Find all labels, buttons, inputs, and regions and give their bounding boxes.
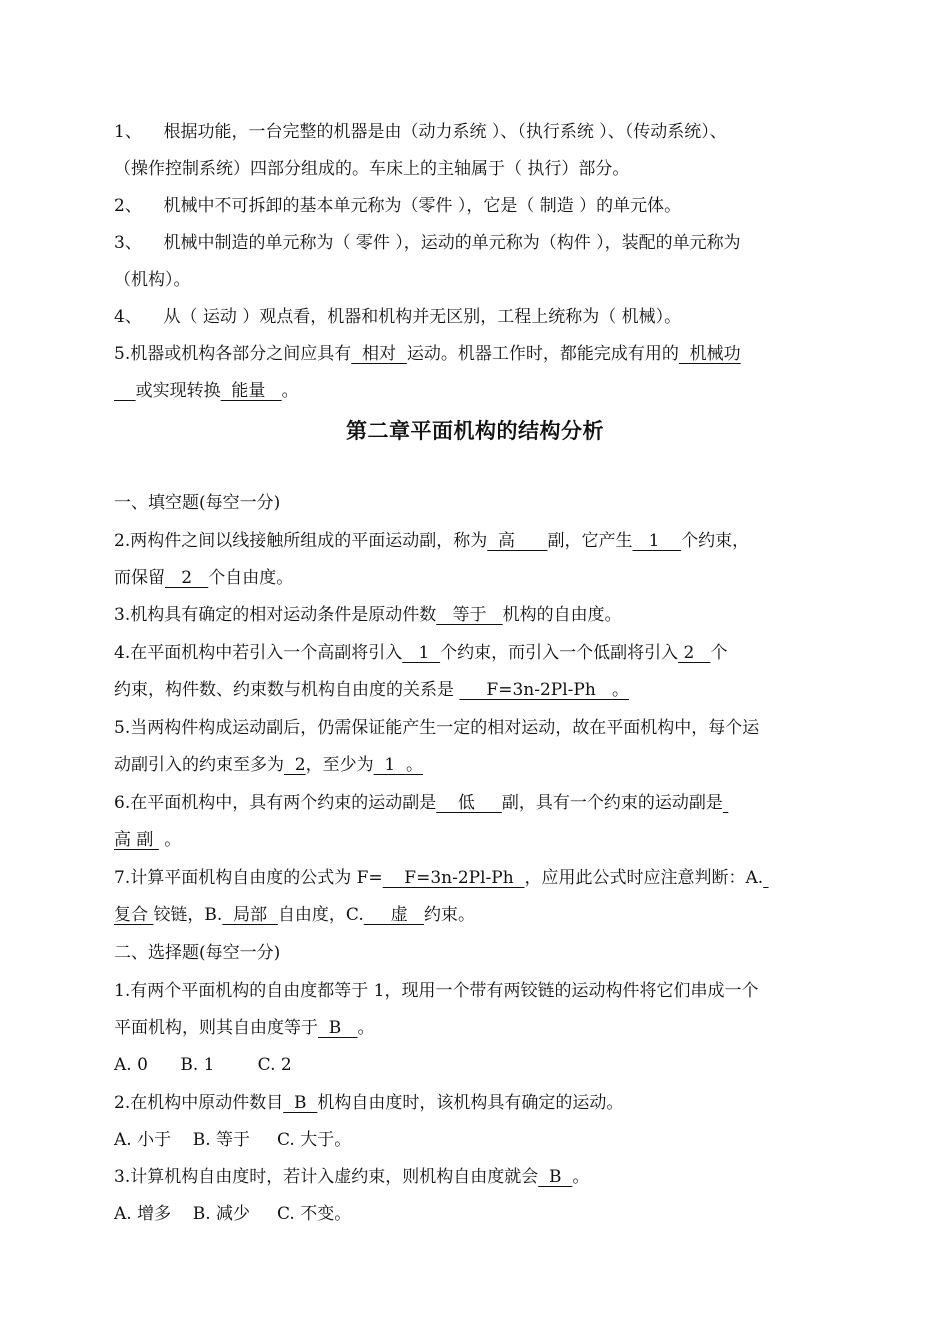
- answer-blank: 能量: [220, 381, 282, 401]
- ch2-f4-line1: [114, 641, 838, 665]
- ch2-s2-text-c: 机构自由度时，该机构具有确定的运动。: [317, 1093, 624, 1113]
- ch2-f2-line2: [114, 566, 838, 590]
- ch1-q5-text-c: 运动。机器工作时，都能完成有用的: [406, 344, 679, 364]
- ch1-q2-line1: [114, 194, 838, 218]
- answer-blank: 等于: [436, 605, 503, 625]
- answer-blank: [763, 868, 768, 888]
- ch1-q3-number: 3、: [114, 233, 142, 253]
- answer-blank: 低: [436, 793, 502, 813]
- ch2-s1-text-c: 。: [357, 1018, 375, 1038]
- ch2-s1-options: A. 0 B. 1 C. 2: [114, 1055, 292, 1075]
- answer-blank: 机械功: [678, 344, 741, 364]
- ch2-f6-line2: [114, 828, 838, 852]
- answer-blank: 虚: [363, 905, 424, 925]
- ch1-q2-text: 机械中不可拆卸的基本单元称为（零件 ），它是（ 制造 ）的单元体。: [163, 196, 682, 216]
- ch2-s1-text-b: 平面机构，则其自由度等于: [114, 1018, 318, 1038]
- ch2-f4-text-e: 约束，构件数、约束数与机构自由度的关系是: [114, 680, 454, 700]
- ch1-q3-line1: [114, 231, 838, 255]
- ch1-q5-line2: [114, 379, 838, 403]
- answer-blank: 高 副: [114, 830, 159, 850]
- answer-blank: 高: [487, 531, 548, 551]
- ch2-f2-text-e: 而保留: [114, 568, 165, 588]
- ch2-f3-line1: [114, 603, 838, 627]
- ch1-q5-text-a: 5.机器或机构各部分之间应具有: [114, 344, 352, 364]
- ch2-f4-line2: [114, 678, 838, 702]
- answer-blank: 1: [632, 531, 682, 551]
- ch1-q1-line1: [114, 120, 838, 144]
- ch2-s3-text-a: 3.计算机构自由度时，若计入虚约束，则机构自由度就会: [114, 1167, 539, 1187]
- ch1-q1-number: 1、: [114, 122, 142, 142]
- ch2-f7-text-f: 约束。: [423, 905, 475, 925]
- section-choice-heading: 二、选择题(每空一分): [114, 943, 281, 963]
- ch2-s2-text-a: 2.在机构中原动件数目: [114, 1093, 284, 1113]
- ch2-f7-line2: [114, 903, 838, 927]
- ch2-f6-text-c: 副，具有一个约束的运动副是: [501, 793, 723, 813]
- answer-blank: [723, 793, 728, 813]
- ch2-f5-text-c: ，至少为: [305, 755, 374, 775]
- ch2-f7-text-a: 7.计算平面机构自由度的公式为 F=: [114, 868, 383, 888]
- ch1-q5-line1: [114, 342, 838, 366]
- ch1-q5-text-d: 或实现转换: [135, 381, 221, 401]
- ch1-q1-line2: （操作控制系统）四部分组成的。车床上的主轴属于（ 执行）部分。: [114, 159, 630, 179]
- answer-blank: 2: [284, 755, 306, 775]
- section-fill-in-heading: 一、填空题(每空一分): [114, 493, 281, 513]
- ch1-q3-line2: （机构）。: [114, 270, 191, 290]
- answer-blank: 相对: [351, 344, 407, 364]
- ch2-s1-line1: 1.有两个平面机构的自由度都等于 1，现用一个带有两铰链的运动构件将它们串成一个: [114, 981, 759, 1001]
- ch2-f5-text-b: 动副引入的约束至多为: [114, 755, 284, 775]
- ch1-q1-text: 根据功能，一台完整的机器是由（动力系统 ）、（执行系统 ）、（传动系统）、: [163, 122, 727, 142]
- ch2-f3-text-c: 机构的自由度。: [502, 605, 622, 625]
- ch2-f3-text-a: 3.机构具有确定的相对运动条件是原动件数: [114, 605, 437, 625]
- ch2-f4-text-d: 个: [710, 643, 728, 663]
- ch2-f2-text-d: 个约束，: [681, 531, 750, 551]
- ch2-f5-line1: 5.当两构件构成运动副后，仍需保证能产生一定的相对运动，故在平面机构中，每个运: [114, 718, 760, 738]
- ch2-f6-line1: [114, 791, 838, 815]
- ch2-f4-text-a: 4.在平面机构中若引入一个高副将引入: [114, 643, 403, 663]
- ch2-f2-text-f: 个自由度。: [208, 568, 294, 588]
- ch2-s3-options: A. 增多 B. 减少 C. 不变。: [114, 1204, 352, 1224]
- answer-blank: 局部: [222, 905, 278, 925]
- ch2-s3-text-c: 。: [572, 1167, 590, 1187]
- ch2-f2-text-c: 副，它产生: [547, 531, 633, 551]
- ch2-f6-text-d: 。: [164, 830, 182, 850]
- answer-blank: F=3n-2Pl-Ph 。: [459, 680, 630, 700]
- ch2-s3-line1: [114, 1165, 838, 1189]
- ch2-s1-line2: [114, 1016, 838, 1040]
- answer-blank: B: [283, 1093, 318, 1113]
- ch2-f7-line1: [114, 866, 838, 890]
- ch1-q4-number: 4、: [114, 307, 142, 327]
- answer-blank: B: [538, 1167, 573, 1187]
- chapter-title: 第二章平面机构的结构分析: [346, 419, 604, 443]
- ch2-f7-text-e: 自由度，C.: [277, 905, 364, 925]
- ch2-f4-text-c: 个约束，而引入一个低副将引入: [440, 643, 679, 663]
- ch2-s2-line1: [114, 1091, 838, 1115]
- answer-blank: [114, 381, 136, 401]
- ch2-f7-text-d: 铰链，B.: [153, 905, 223, 925]
- ch2-f6-text-a: 6.在平面机构中，具有两个约束的运动副是: [114, 793, 437, 813]
- ch2-f7-text-c: ，应用此公式时应注意判断：A.: [524, 868, 764, 888]
- ch2-f5-line2: [114, 753, 838, 777]
- ch1-q5-text-e: 。: [281, 381, 299, 401]
- answer-blank: 1: [402, 643, 441, 663]
- answer-blank: 2: [678, 643, 711, 663]
- ch1-q3-text: 机械中制造的单元称为（ 零件 ），运动的单元称为（构件 ），装配的单元称为: [163, 233, 741, 253]
- ch1-q2-number: 2、: [114, 196, 142, 216]
- ch2-f2-text-a: 2.两构件之间以线接触所组成的平面运动副，称为: [114, 531, 488, 551]
- answer-blank: F=3n-2Pl-Ph: [382, 868, 525, 888]
- ch1-q4-line1: [114, 305, 838, 329]
- answer-blank: 2: [165, 568, 209, 588]
- answer-blank: 1 。: [373, 755, 424, 775]
- ch1-q4-text: 从（ 运动 ）观点看，机器和机构并无区别，工程上统称为（ 机械）。: [163, 307, 682, 327]
- ch2-f2-line1: [114, 529, 838, 553]
- answer-blank: B: [318, 1018, 358, 1038]
- ch2-s2-options: A. 小于 B. 等于 C. 大于。: [114, 1130, 352, 1150]
- answer-blank: 复合: [114, 905, 154, 925]
